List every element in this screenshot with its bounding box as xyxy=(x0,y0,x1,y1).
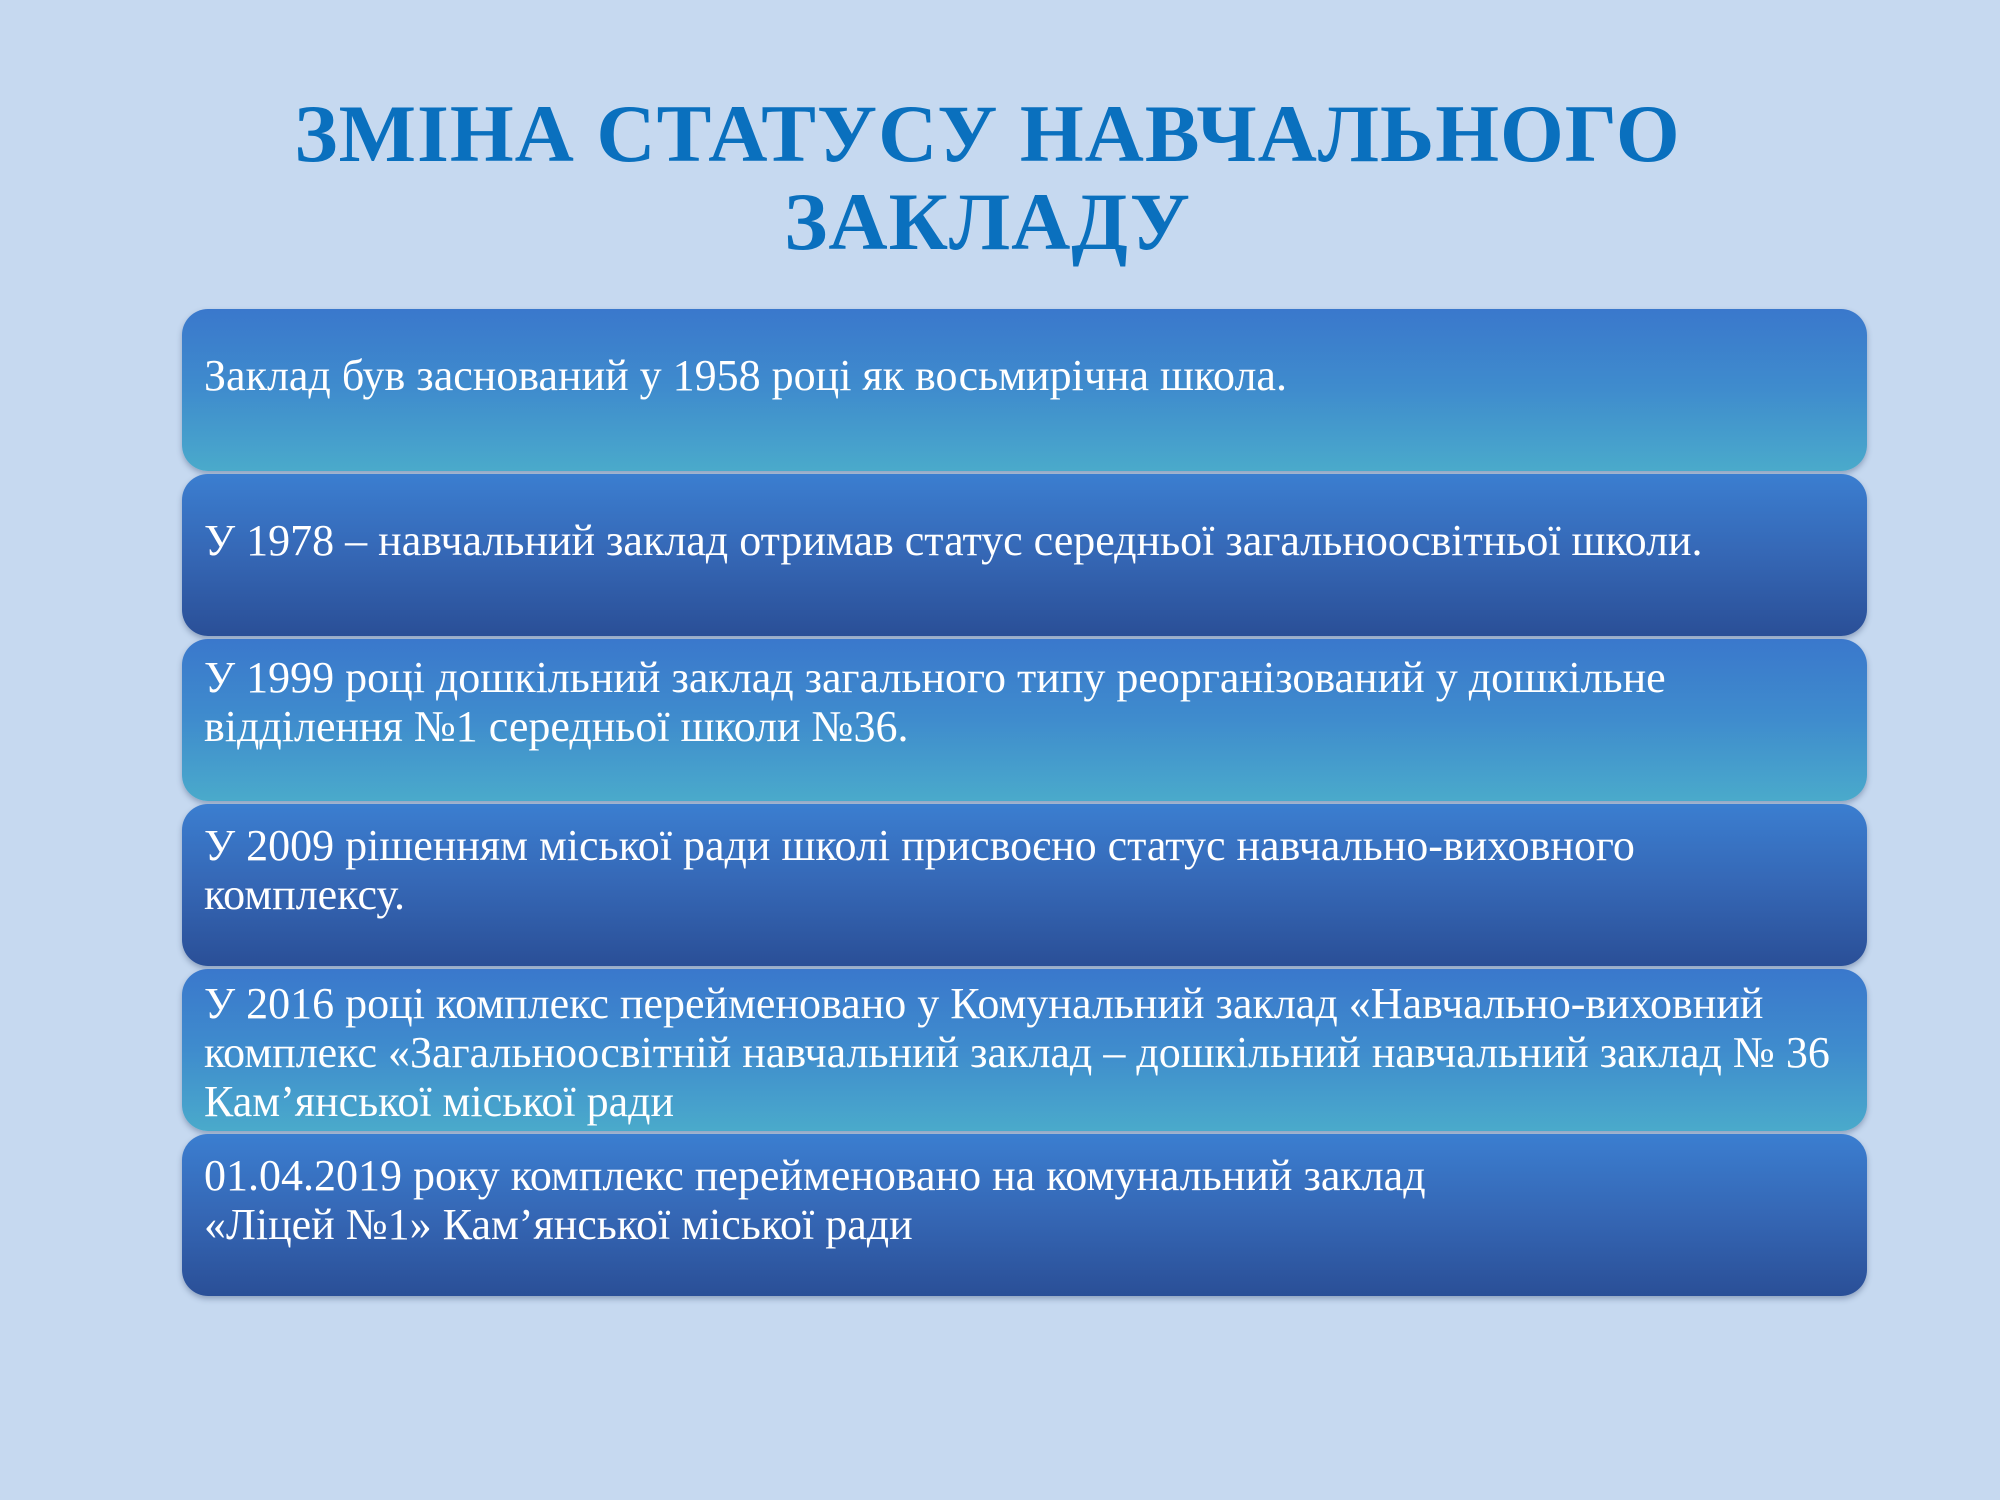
slide-title-line-1: ЗМІНА СТАТУСУ НАВЧАЛЬНОГО xyxy=(294,88,1681,179)
timeline-item-text: У 2009 рішенням міської ради школі присвоєно статус навчально-виховного комплексу. xyxy=(204,821,1635,919)
timeline-item-text-line-1: 01.04.2019 року комплекс перейменовано на комунальний заклад xyxy=(204,1151,1426,1200)
timeline-item-text: У 1978 – навчальний заклад отримав статус середньої загальноосвітньої школи. xyxy=(204,515,1703,565)
timeline-item-2016 xyxy=(182,969,1867,1131)
timeline-item-2019 xyxy=(182,1134,1867,1296)
timeline-item-text-line-2: «Ліцей №1» Кам’янської міської ради xyxy=(204,1200,913,1249)
slide-title-line-2: ЗАКЛАДУ xyxy=(784,176,1191,267)
timeline-item-1978 xyxy=(182,474,1867,636)
timeline-item-text: Заклад був заснований у 1958 році як восьмирічна школа. xyxy=(204,350,1287,400)
slide-title xyxy=(0,90,1975,266)
timeline-item-1999 xyxy=(182,639,1867,801)
timeline-item-2009 xyxy=(182,804,1867,966)
timeline-item-text: У 2016 році комплекс перейменовано у Комунальний заклад «Навчально-виховний комплекс «Загальноосвітній навчальний заклад – дошкільний навчальний заклад № 36 Кам’янської міської ради xyxy=(204,979,1830,1126)
timeline-item-1958 xyxy=(182,309,1867,471)
timeline-item-text: У 1999 році дошкільний заклад загального типу реорганізований у дошкільне відділення №1 середньої школи №36. xyxy=(204,653,1666,751)
timeline-item-text xyxy=(204,1151,1845,1249)
